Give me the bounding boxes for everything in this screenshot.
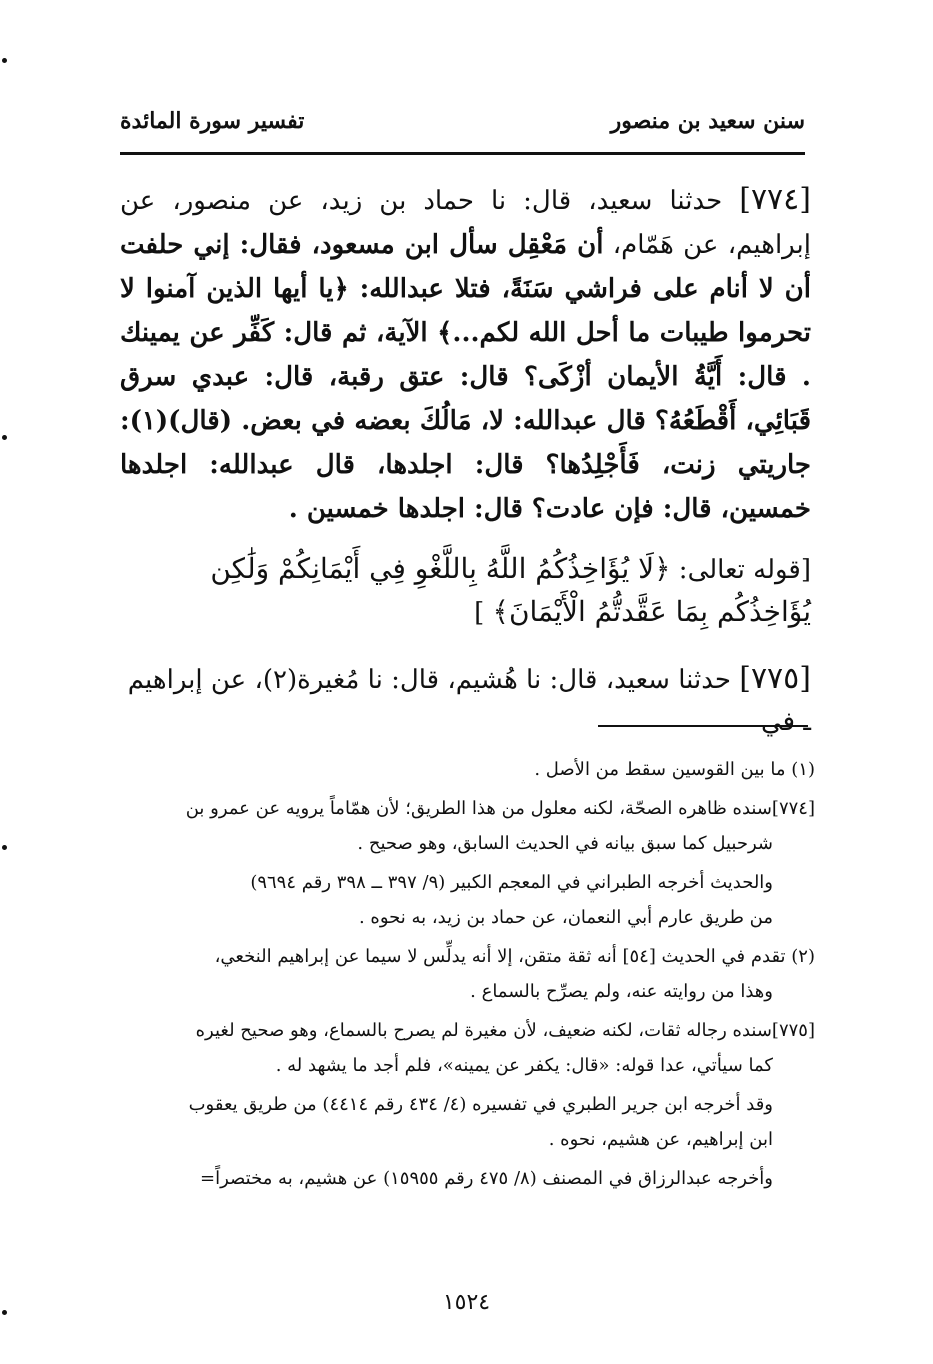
hadith-isnad: حدثنا سعيد، قال: نا حماد بن زيد، عن منصور، عن إبراهيم، عن هَمّام، — [120, 186, 811, 260]
footnote-775-line: كما سيأتي، عدا قوله: «قال: يكفر عن يمينه»، فلم أجد ما يشهد له . — [275, 1055, 773, 1076]
footnote-1: (١) ما بين القوسين سقط من الأصل . — [534, 759, 815, 780]
footnotes — [120, 752, 815, 1196]
quran-heading-open: [قوله تعالى: — [670, 555, 811, 585]
margin-mark-top — [2, 58, 7, 63]
section-title: تفسير سورة المائدة — [120, 108, 305, 134]
margin-mark-middle — [2, 435, 7, 440]
book-title: سنن سعيد بن منصور — [610, 108, 805, 134]
footnote-775-line: [٧٧٥]سنده رجاله ثقات، لكنه ضعيف، لأن مغيرة لم يصرح بالسماع، وهو صحيح لغيره — [195, 1020, 815, 1041]
footnote-separator — [598, 725, 808, 727]
margin-mark-lower — [2, 845, 7, 850]
hadith-775 — [120, 658, 811, 743]
header-rule — [120, 152, 805, 155]
running-header — [120, 108, 805, 154]
page-number: ١٥٢٤ — [442, 1290, 491, 1315]
footnote-774-line: والحديث أخرجه الطبراني في المعجم الكبير (٩/ ٣٩٧ ــ ٣٩٨ رقم ٩٦٩٤) — [250, 872, 773, 893]
hadith-number: [٧٧٤] — [739, 182, 811, 217]
footnote-774-line: شرحبيل كما سبق بيانه في الحديث السابق، وهو صحيح . — [357, 833, 773, 854]
footnote-775-line: وأخرجه عبدالرزاق في المصنف (٨/ ٤٧٥ رقم ١٥٩٥٥) عن هشيم، به مختصراً= — [200, 1168, 773, 1189]
hadith-774 — [120, 178, 811, 531]
quran-heading-close: ] — [474, 598, 493, 628]
hadith-matn: أن مَعْقِل سأل ابن مسعود، فقال: إني حلفت أن لا أنام على فراشي سَنَةً، فتلا عبدالله: ﴿يا أيها الذين آمنوا لا تحرموا طيبات ما أحل الله لكم...﴾ الآية، ثم قال: كَفِّر عن يمينك . قال: أَيَّةُ الأيمان أزْكَى؟ قال: عتق رقبة، قال: عبدي سرق قَبَائِي، أَقْطَعُهُ؟ قال عبدالله: لا، مَالُكَ بعضه في بعض. (قال)(١): جاريتي زنت، فَأَجْلِدُها؟ قال: اجلدها، قال عبدالله: اجلدها خمسين، قال: فإن عادت؟ قال: اجلدها خمسين . — [120, 230, 812, 524]
hadith-number: [٧٧٥] — [739, 661, 811, 696]
quran-heading — [120, 548, 811, 634]
footnote-774-line: من طريق عارم أبي النعمان، عن حماد بن زيد، به نحوه . — [358, 907, 773, 928]
footnote-774-line: [٧٧٤]سنده ظاهره الصحّة، لكنه معلول من هذا الطريق؛ لأن همّاماً يرويه عن عمرو بن — [185, 798, 815, 819]
hadith-text: حدثنا سعيد، قال: نا هُشيم، قال: نا مُغيرة(٢)، عن إبراهيم ـ في — [127, 665, 811, 737]
footnote-775-line: ابن إبراهيم، عن هشيم، نحوه . — [548, 1129, 773, 1150]
footnote-2-line: وهذا من روايته عنه، ولم يصرِّح بالسماع . — [470, 981, 773, 1002]
footnote-2-line: (٢) تقدم في الحديث [٥٤] أنه ثقة متقن، إلا أنه يدلِّس لا سيما عن إبراهيم النخعي، — [214, 946, 815, 967]
footnote-775-line: وقد أخرجه ابن جرير الطبري في تفسيره (٤/ ٤٣٤ رقم ٤٤١٤) من طريق يعقوب — [188, 1094, 773, 1115]
quran-verse: ﴿لَا يُؤَاخِذُكُمُ اللَّهُ بِاللَّغْوِ فِي أَيْمَانِكُمْ وَلَٰكِن يُؤَاخِذُكُم بِمَا عَقَّدتُّمُ الْأَيْمَانَ﴾ — [210, 552, 811, 628]
